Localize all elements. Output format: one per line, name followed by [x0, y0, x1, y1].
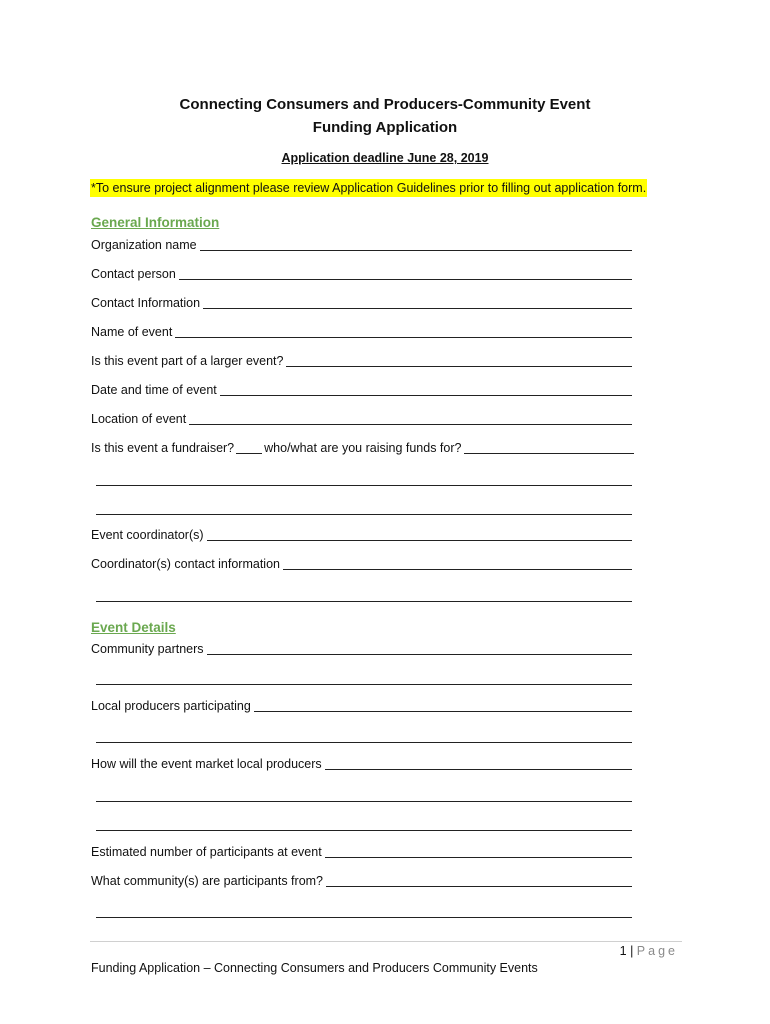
- field-continuation-line[interactable]: [96, 727, 632, 745]
- blank-line[interactable]: [286, 366, 632, 367]
- field-continuation-line[interactable]: [96, 815, 632, 833]
- blank-line[interactable]: [207, 540, 632, 541]
- blank-line[interactable]: [96, 801, 632, 802]
- field-market-producers[interactable]: [91, 754, 632, 772]
- page-word: Page: [636, 944, 678, 958]
- field-community-partners[interactable]: [91, 639, 632, 657]
- blank-line[interactable]: [179, 279, 632, 280]
- blank-line[interactable]: [200, 250, 632, 251]
- blank-line[interactable]: [96, 917, 632, 918]
- application-deadline: Application deadline June 28, 2019: [281, 151, 489, 165]
- section-heading-general: General Information: [91, 215, 220, 230]
- page-number-value: 1: [619, 944, 627, 958]
- field-label: Organization name: [91, 238, 197, 252]
- field-label: who/what are you raising funds for?: [264, 441, 462, 455]
- blank-line[interactable]: [96, 485, 632, 486]
- blank-line[interactable]: [236, 453, 262, 454]
- field-label: Date and time of event: [91, 383, 217, 397]
- blank-line[interactable]: [203, 308, 632, 309]
- blank-line[interactable]: [96, 601, 632, 602]
- field-location[interactable]: [91, 409, 632, 427]
- blank-line[interactable]: [189, 424, 632, 425]
- field-event-coordinators[interactable]: [91, 525, 632, 543]
- field-label: Name of event: [91, 325, 173, 339]
- form-subtitle: Funding Application: [312, 119, 458, 136]
- field-date-time[interactable]: [91, 380, 632, 398]
- footer-divider: [90, 941, 682, 942]
- field-participant-communities[interactable]: [91, 871, 632, 889]
- field-label: Contact person: [91, 267, 176, 281]
- footer-text: Funding Application – Connecting Consumers and Producers Community Events: [91, 961, 538, 975]
- page-number: [620, 944, 678, 958]
- field-continuation-line[interactable]: [96, 470, 632, 488]
- field-label: What community(s) are participants from?: [91, 874, 324, 888]
- field-larger-event[interactable]: [91, 351, 632, 369]
- blank-line[interactable]: [283, 569, 632, 570]
- field-continuation-line[interactable]: [96, 902, 632, 920]
- field-contact-information[interactable]: [91, 293, 632, 311]
- field-coordinator-contact[interactable]: [91, 554, 632, 572]
- field-participants-count[interactable]: [91, 842, 632, 860]
- field-organization-name[interactable]: [91, 235, 632, 253]
- blank-line[interactable]: [326, 886, 632, 887]
- field-label: Contact Information: [91, 296, 201, 310]
- blank-line[interactable]: [96, 514, 632, 515]
- field-continuation-line[interactable]: [96, 586, 632, 604]
- blank-line[interactable]: [254, 711, 632, 712]
- blank-line[interactable]: [96, 742, 632, 743]
- field-contact-person[interactable]: [91, 264, 632, 282]
- blank-line[interactable]: [325, 769, 632, 770]
- field-continuation-line[interactable]: [96, 786, 632, 804]
- field-label: Is this event part of a larger event?: [91, 354, 284, 368]
- field-local-producers[interactable]: [91, 696, 632, 714]
- form-title: Connecting Consumers and Producers-Community Event: [179, 96, 591, 113]
- field-label: Estimated number of participants at event: [91, 845, 322, 859]
- blank-line[interactable]: [464, 453, 634, 454]
- field-label: Community partners: [91, 642, 204, 656]
- field-label: Local producers participating: [91, 699, 251, 713]
- blank-line[interactable]: [175, 337, 632, 338]
- field-label: How will the event market local producers: [91, 757, 322, 771]
- field-continuation-line[interactable]: [96, 669, 632, 687]
- guidelines-note: *To ensure project alignment please review Application Guidelines prior to filling out application form.: [91, 181, 647, 195]
- field-label: Coordinator(s) contact information: [91, 557, 280, 571]
- blank-line[interactable]: [220, 395, 632, 396]
- blank-line[interactable]: [207, 654, 632, 655]
- blank-line[interactable]: [96, 684, 632, 685]
- blank-line[interactable]: [325, 857, 632, 858]
- section-heading-details: Event Details: [91, 620, 176, 635]
- field-continuation-line[interactable]: [96, 499, 632, 517]
- blank-line[interactable]: [96, 830, 632, 831]
- field-label: Is this event a fundraiser?: [91, 441, 235, 455]
- field-fundraiser[interactable]: [91, 438, 634, 456]
- field-label: Location of event: [91, 412, 187, 426]
- field-label: Event coordinator(s): [91, 528, 204, 542]
- page-separator: |: [630, 944, 634, 958]
- field-event-name[interactable]: [91, 322, 632, 340]
